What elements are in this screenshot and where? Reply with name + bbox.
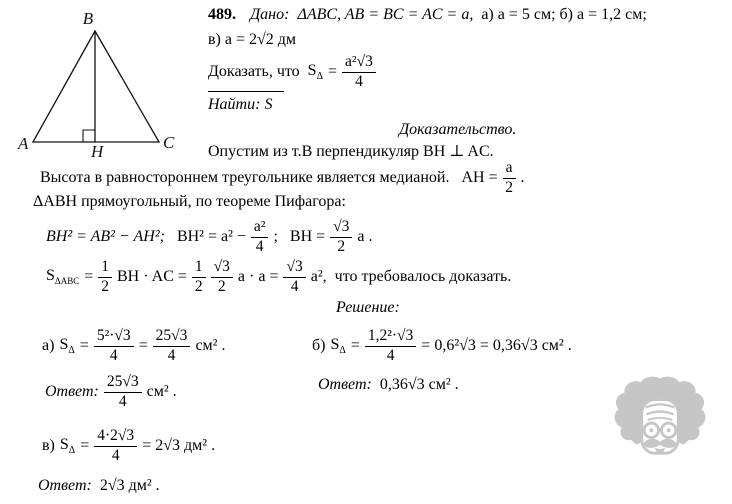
find-text: Найти: S: [208, 91, 284, 114]
part-b-equals: =: [350, 337, 360, 354]
proof-heading-text: Доказательство.: [399, 121, 517, 138]
answer-v-label: Ответ:: [38, 477, 92, 494]
answer-a-fraction: $\frac{25√3}{4}$: [104, 374, 142, 410]
answer-a-unit: см²: [146, 383, 169, 400]
find-line: [208, 91, 284, 114]
answer-a-period: .: [172, 383, 177, 400]
eq1-fraction-2: $\frac{√3}{2}$: [330, 219, 352, 255]
problem-number: 489.: [208, 6, 236, 23]
solution-heading: [336, 299, 400, 317]
foot-label-h: H: [91, 142, 104, 161]
answer-b-period: .: [454, 376, 459, 393]
part-a-label: а): [42, 337, 55, 354]
part-a-equals-2: =: [138, 337, 148, 354]
prove-line: [208, 52, 381, 92]
eq2-equals: =: [84, 268, 94, 285]
proof-median-line: [40, 158, 525, 198]
proof-drop-text: Опустим из т.B перпендикуляр BH ⊥ AC.: [208, 143, 494, 160]
ah-prefix: AH =: [461, 169, 498, 186]
part-b-area-symbol: $S_\Delta$: [330, 335, 346, 357]
part-v-area-symbol: $S_\Delta$: [59, 435, 76, 457]
eq2-mid2: a · a =: [237, 268, 279, 285]
eq1-period: .: [368, 228, 373, 245]
vertex-label-b: B: [82, 9, 94, 28]
case-v-line: [208, 31, 296, 49]
part-b-fraction: $\frac{\text{1,2²·√3}}{4}$: [365, 328, 416, 364]
part-a-period: .: [221, 337, 226, 354]
eq2-mid1: BH · AC =: [116, 268, 187, 285]
right-angle-mark: [83, 130, 95, 142]
answer-a-label: Ответ:: [45, 383, 99, 400]
part-a-fraction-2: $\frac{25√3}{4}$: [153, 328, 191, 364]
solution-part-b: [312, 326, 572, 366]
solution-heading-text: Решение:: [336, 299, 400, 316]
eq1-part1: BH² = AB² − AH²;: [46, 228, 165, 245]
answer-b-value: 0,36√3 см²: [379, 376, 451, 393]
ah-fraction: $\frac{a}{2}$: [503, 160, 516, 196]
triangle-outline: [33, 31, 159, 142]
answer-a: [45, 372, 177, 412]
eq2-tail: a²,: [310, 268, 327, 285]
proof-heading: [399, 121, 516, 139]
part-a-equals: =: [79, 337, 89, 354]
problem-statement-line: [208, 6, 647, 24]
prove-label: Доказать, что: [208, 63, 300, 80]
eq2-fraction-1: $\frac{1}{2}$: [98, 259, 112, 295]
proof-pythagoras-line: [33, 193, 346, 211]
cases-text: а) a = 5 см; б) a = 1,2 см;: [481, 6, 647, 23]
eq1-variable: a: [357, 228, 365, 245]
part-v-label: в): [42, 437, 55, 454]
part-a-area-symbol: $S_\Delta$: [59, 335, 75, 357]
area-subscript: Δ: [316, 71, 324, 83]
ah-period: .: [520, 169, 525, 186]
eq2-fraction-3: $\frac{√3}{2}$: [211, 259, 233, 295]
eq1-fraction-1: $\frac{\text{a²}}{4}$: [251, 219, 269, 255]
proof-equation-2: [46, 257, 511, 297]
watermark-eye-right: [667, 428, 671, 432]
vertex-label-a: A: [18, 134, 29, 153]
part-v-equals: =: [80, 437, 90, 454]
eq2-qed: что требовалось доказать.: [334, 268, 512, 285]
answer-v: [38, 477, 160, 495]
part-b-label: б): [312, 337, 326, 354]
answer-v-value: 2√3 дм²: [99, 477, 152, 494]
answer-v-period: .: [155, 477, 160, 494]
part-b-subscript: Δ: [339, 345, 346, 357]
prove-fraction: $\frac{\text{a²√3}}{4}$: [342, 54, 376, 90]
part-v-tail: = 2√3 дм²: [142, 437, 208, 454]
part-v-period: .: [211, 437, 216, 454]
part-v-subscript: Δ: [68, 445, 76, 457]
part-b-tail: = 0,6²√3 = 0,36√3 см²: [421, 337, 564, 354]
triangle-figure: [6, 0, 178, 163]
part-a-subscript: Δ: [68, 345, 75, 357]
watermark-eye-left: [649, 428, 653, 432]
eq2-fraction-4: $\frac{√3}{4}$: [283, 259, 305, 295]
eq2-area-symbol: $S_{\Delta ABC}$: [46, 267, 80, 287]
part-a-unit: см²: [195, 337, 218, 354]
eq1-part2: BH² = a² −: [176, 228, 246, 245]
solution-part-a: [42, 326, 225, 366]
vertex-label-c: C: [163, 133, 175, 152]
eq2-fraction-2: $\frac{1}{2}$: [192, 259, 206, 295]
part-a-fraction-1: $\frac{\text{5²·√3}}{4}$: [94, 328, 134, 364]
median-text: Высота в равностороннем треугольнике является медианой.: [40, 169, 450, 186]
given-label: Дано:: [250, 6, 290, 23]
proof-equation-1: [46, 217, 373, 257]
answer-b: [318, 376, 459, 394]
area-symbol: $S_\Delta$: [307, 61, 324, 83]
part-b-period: .: [567, 337, 572, 354]
part-v-fraction: $\frac{4\cdot 2√3}{4}$: [94, 428, 137, 464]
eq1-semicolon: ;: [273, 228, 278, 245]
case-v-text: в) a = 2√2 дм: [208, 31, 297, 48]
einstein-head-logo-icon: [612, 374, 708, 476]
solution-part-v: [42, 426, 215, 466]
answer-b-label: Ответ:: [318, 376, 372, 393]
pythagoras-text: ΔABH прямоугольный, по теореме Пифагора:: [33, 193, 346, 210]
eq2-area-subscript: ΔABC: [54, 276, 80, 287]
given-text: ΔABC, AB = BC = AC = a,: [297, 6, 474, 23]
eq1-part3: BH =: [289, 228, 326, 245]
equals-sign: =: [328, 63, 338, 80]
